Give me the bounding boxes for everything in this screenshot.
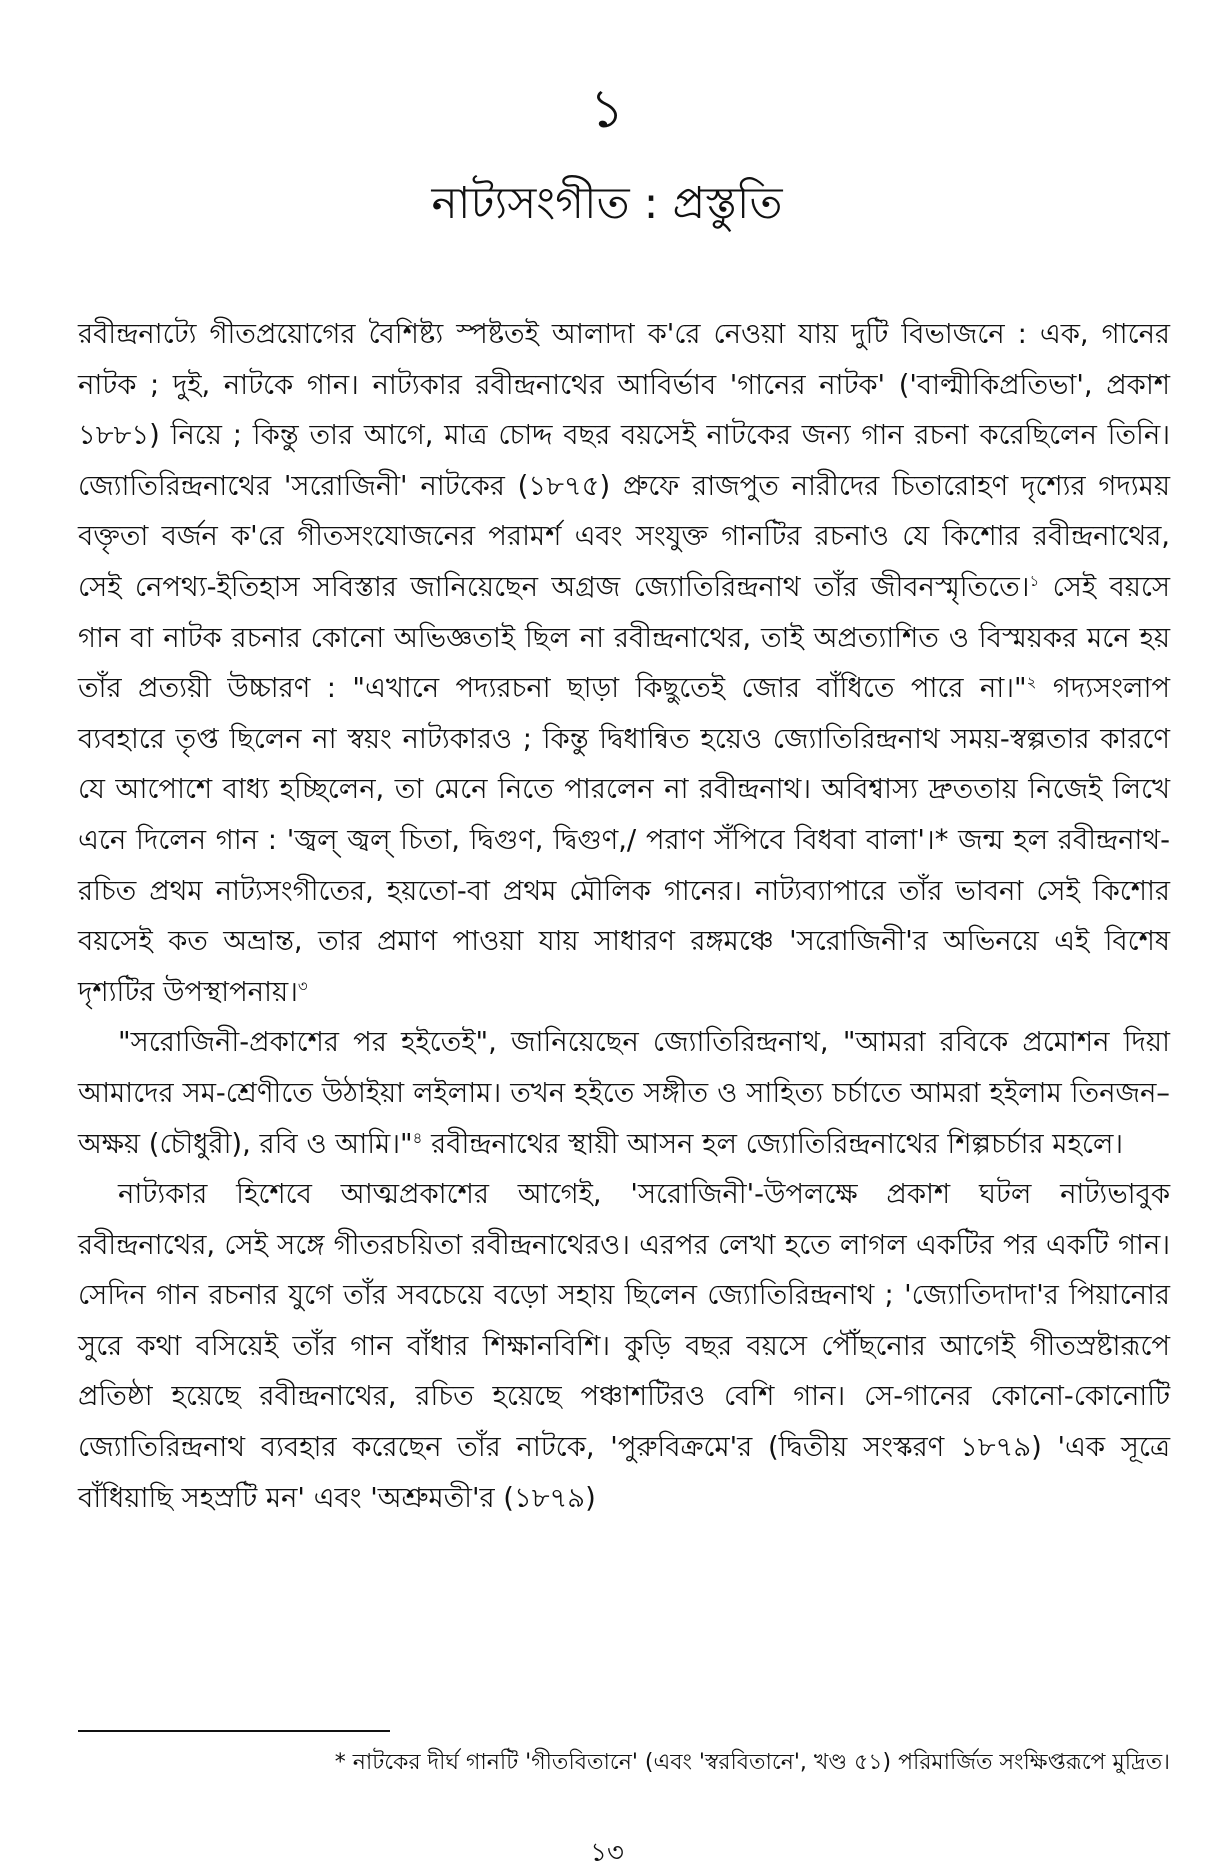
- paragraph-1-text: গদ্যসংলাপ ব্যবহারে তৃপ্ত ছিলেন না স্বয়ং নাট্যকারও ; কিন্তু দ্বিধান্বিত হয়েও জ্যোতিরিন্দ্রনাথ সময়-স্বল্পতার কারণে যে আপোশে বাধ্য হচ্ছিলেন, তা মেনে নিতে পারলেন না রবীন্দ্রনাথ। অবিশ্বাস্য দ্রুততায় নিজেই লিখে এনে দিলেন গান : 'জ্বল্ জ্বল্ চিতা, দ্বিগুণ, দ্বিগুণ,/ পরাণ সঁপিবে বিধবা বালা'।*: [78, 673, 1170, 856]
- chapter-title: নাট্যসংগীত : প্রস্তুতি: [431, 178, 783, 229]
- paragraph-1: [78, 310, 1170, 1018]
- chapter-number: ১: [589, 77, 625, 140]
- footnote-ref-2: ২: [1026, 673, 1037, 692]
- page-number: ১৩: [590, 1838, 624, 1868]
- paragraph-2-text: রবীন্দ্রনাথের স্থায়ী আসন হল জ্যোতিরিন্দ্রনাথের শিল্পচর্চার মহলে।: [422, 1128, 1124, 1160]
- footnote-ref-1: ১: [1029, 571, 1040, 590]
- paragraph-1-text: রবীন্দ্রনাট্যে গীতপ্রয়োগের বৈশিষ্ট্য স্পষ্টতই আলাদা ক'রে নেওয়া যায় দুটি বিভাজনে : এক, গানের নাটক ; দুই, নাটকে গান। নাট্যকার রবীন্দ্রনাথের আবির্ভাব 'গানের নাটক' ('বাল্মীকিপ্রতিভা', প্রকাশ ১৮৮১) নিয়ে ; কিন্তু তার আগে, মাত্র চোদ্দ বছর বয়সেই নাটকের জন্য গান রচনা করেছিলেন তিনি। জ্যোতিরিন্দ্রনাথের 'সরোজিনী' নাটকের (১৮৭৫) প্রুফে রাজপুত নারীদের চিতারোহণ দৃশ্যের গদ্যময় বক্তৃতা বর্জন ক'রে গীতসংযোজনের পরামর্শ এবং সংযুক্ত গানটির রচনাও যে কিশোর রবীন্দ্রনাথের, সেই নেপথ্য-ইতিহাস সবিস্তার জানিয়েছেন অগ্রজ জ্যোতিরিন্দ্রনাথ তাঁর জীবনস্মৃতিতে।: [78, 319, 1170, 603]
- body-text: [78, 310, 1170, 1524]
- footnote-ref-3: ৩: [297, 976, 308, 995]
- paragraph-1-text: জন্ম হল রবীন্দ্রনাথ-রচিত প্রথম নাট্যসংগীতের, হয়তো-বা প্রথম মৌলিক গানের। নাট্যব্যাপারে তাঁর ভাবনা সেই কিশোর বয়সেই কত অভ্রান্ত, তার প্রমাণ পাওয়া যায় সাধারণ রঙ্গমঞ্চে 'সরোজিনী'র অভিনয়ে এই বিশেষ দৃশ্যটির উপস্থাপনায়।: [78, 824, 1170, 1008]
- paragraph-2: [78, 1018, 1170, 1170]
- footnote: * নাটকের দীর্ঘ গানটি 'গীতবিতানে' (এবং 'স্বরবিতানে', খণ্ড ৫১) পরিমার্জিত সংক্ষিপ্তরূপে মুদ্রিত।: [334, 1750, 1170, 1775]
- paragraph-3: [78, 1170, 1170, 1524]
- paragraph-3-text: নাট্যকার হিশেবে আত্মপ্রকাশের আগেই, 'সরোজিনী'-উপলক্ষে প্রকাশ ঘটল নাট্যভাবুক রবীন্দ্রনাথের, সেই সঙ্গে গীতরচয়িতা রবীন্দ্রনাথেরও। এরপর লেখা হতে লাগল একটির পর একটি গান। সেদিন গান রচনার যুগে তাঁর সবচেয়ে বড়ো সহায় ছিলেন জ্যোতিরিন্দ্রনাথ ; 'জ্যোতিদাদা'র পিয়ানোর সুরে কথা বসিয়েই তাঁর গান বাঁধার শিক্ষানবিশি। কুড়ি বছর বয়সে পৌঁছনোর আগেই গীতস্রষ্টারূপে প্রতিষ্ঠা হয়েছে রবীন্দ্রনাথের, রচিত হয়েছে পঞ্চাশটিরও বেশি গান। সে-গানের কোনো-কোনোটি জ্যোতিরিন্দ্রনাথ ব্যবহার করেছেন তাঁর নাটকে, 'পুরুবিক্রমে'র (দ্বিতীয় সংস্করণ ১৮৭৯) 'এক সূত্রে বাঁধিয়াছি সহস্রটি মন' এবং 'অশ্রুমতী'র (১৮৭৯): [78, 1179, 1170, 1514]
- footnote-ref-4: ৪: [412, 1128, 423, 1147]
- paragraph-1-text: সেই বয়সে গান বা নাটক রচনার কোনো অভিজ্ঞতাই ছিল না রবীন্দ্রনাথের, তাই অপ্রত্যাশিত ও বিস্ময়কর মনে হয় তাঁর প্রত্যয়ী উচ্চারণ : "এখানে পদ্যরচনা ছাড়া কিছুতেই জোর বাঁধিতে পারে না।": [78, 571, 1170, 705]
- paragraph-2-text: "সরোজিনী-প্রকাশের পর হইতেই", জানিয়েছেন জ্যোতিরিন্দ্রনাথ, "আমরা রবিকে প্রমোশন দিয়া আমাদের সম-শ্রেণীতে উঠাইয়া লইলাম। তখন হইতে সঙ্গীত ও সাহিত্য চর্চাতে আমরা হইলাম তিনজন– অক্ষয় (চৌধুরী), রবি ও আমি।": [78, 1027, 1170, 1160]
- footnote-divider: [78, 1730, 390, 1732]
